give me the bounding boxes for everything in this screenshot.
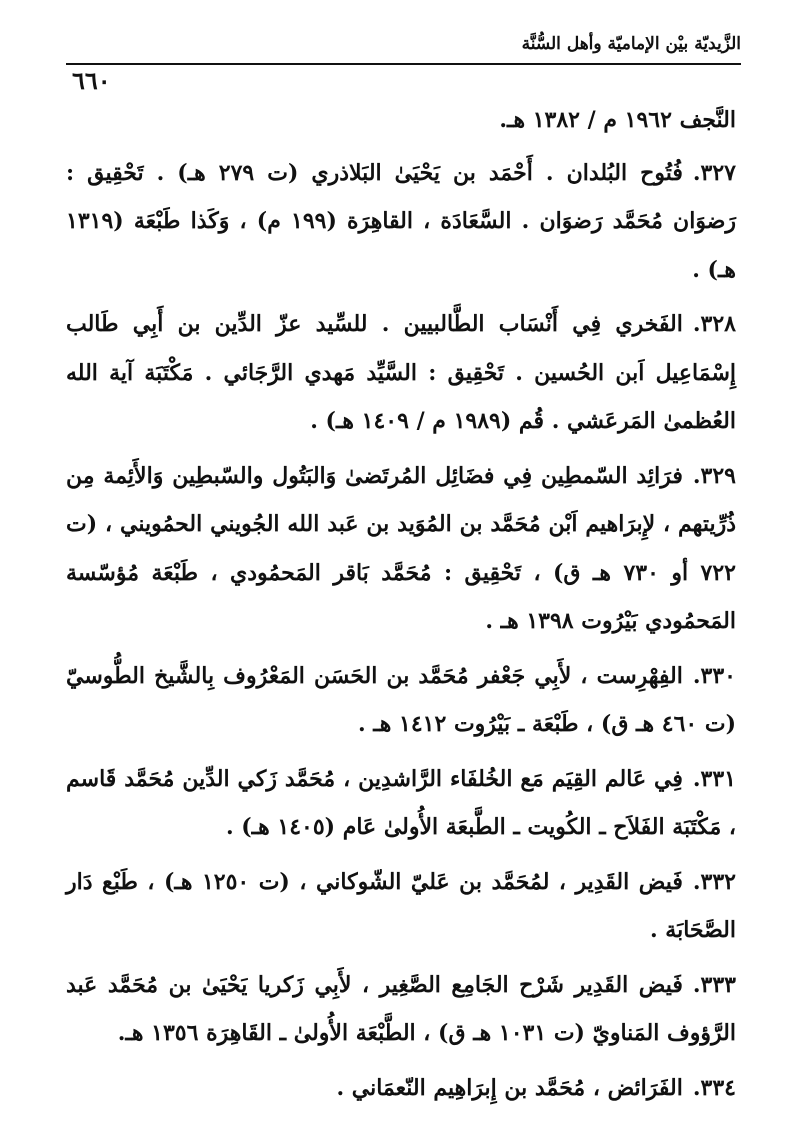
entry-number: ٣٣٢. [692,868,736,895]
entry-text: الفِهْرِست ، لأَبِي جَعْفر مُحَمَّد بن الحَسَن المَعْرُوف بِالشَّيخ الطُّوسيّ (ت ٤٦٠ هـ ق) ، طَبْعَة ـ بَيْرُوت ١٤١٢ هـ . [66,662,736,737]
header-rule [66,63,741,65]
bibliography-entry-334 [66,1064,736,1113]
entry-text: فُتُوح البُلدان . أَحْمَد بن يَحْيَىٰ البَلاذري (ت ٢٧٩ هـ) . تَحْقِيق : رَضوَان مُحَمَّد رَضوَان . السَّعَادَة ، القاهِرَة (١٩٩ م) ، وَكَذا طَبْعَة (١٣١٩ هـ) . [66,159,736,283]
entry-text: فَيض القَدِير ، لمُحَمَّد بن عَليّ الشّوكاني ، (ت ١٢٥٠ هـ) ، طَبْع دَار الصَّحَابَة . [66,868,736,943]
running-header [66,32,741,95]
entry-text: فِي عَالم القِيَم مَع الخُلفَاء الرَّاشدِين ، مُحَمَّد زَكي الدِّين مُحَمَّد قَاسم ، مَكْتَبَة الفَلاَح ـ الكُويت ـ الطَّبعَة الأُولىٰ عَام (١٤٠٥ هـ) . [66,765,736,840]
entry-text: الفَخري فِي أَنْسَاب الطَّالبيين . للسِّيد عزّ الدِّين بن أَبِي طَالب إِسْمَاعِيل اَبن الحُسين . تَحْقِيق : السَّيِّد مَهدي الرَّجَائي . مَكْتَبَة آية الله العُظمىٰ المَرعَشي . قُم (١٩٨٩ م / ١٤٠٩ هـ) . [66,311,736,434]
entry-number: ٣٣٠. [692,662,736,689]
entry-number: ٣٣١. [692,765,736,792]
bibliography-list [66,96,736,1118]
bibliography-entry-327 [66,149,736,295]
page-number: ٦٦٠ [72,66,111,95]
bibliography-entry-333 [66,961,736,1058]
entry-number: ٣٢٨. [692,311,736,337]
entry-number: ٣٢٩. [692,462,736,489]
entry-number: ٣٣٣. [692,971,736,998]
entry-text: فَيض القَدِير شَرْح الجَامِع الصَّغِير ، لأَبِي زَكريا يَحْيَىٰ بن مُحَمَّد عَبد الرَّؤوف المَناويّ (ت ١٠٣١ هـ ق) ، الطَّبْعَة الأُولىٰ ـ القَاهِرَة ١٣٥٦ هـ. [66,971,736,1046]
bibliography-entry-330 [66,652,736,749]
entry-text: الفَرَائض ، مُحَمَّد بن إِبرَاهِيم النّعمَاني . [336,1074,683,1101]
entry-number: ٣٢٧. [692,159,736,186]
entry-number: ٣٣٤. [692,1074,736,1101]
bibliography-entry-328 [66,300,736,446]
book-title: الزَّيديّة بيْن الإماميّة وأهل السُّنَّة [521,34,741,54]
bibliography-entry-331 [66,755,736,852]
bibliography-entry-332 [66,858,736,955]
entry-text: فرَائِد السّمطِين فِي فضَائِل المُرتَضىٰ وَالبَتُول والسّبطِين وَالأَئِمة مِن ذُرِّيتهم ، لإِبرَاهيم اَبْن مُحَمَّد بن المُوَيد بن عَبد الله الجُويني الحمُويني ، (ت ٧٢٢ أو ٧٣٠ هـ ق) ، تَحْقِيق : مُحَمَّد بَاقر المَحمُودي ، طَبْعَة مُؤسّسة المَحمُودي بَيْرُوت ١٣٩٨ هـ . [66,462,736,634]
continuation-line: النَّجف ١٩٦٢ م / ١٣٨٢ هـ. [499,107,736,133]
bibliography-entry-329 [66,452,736,646]
